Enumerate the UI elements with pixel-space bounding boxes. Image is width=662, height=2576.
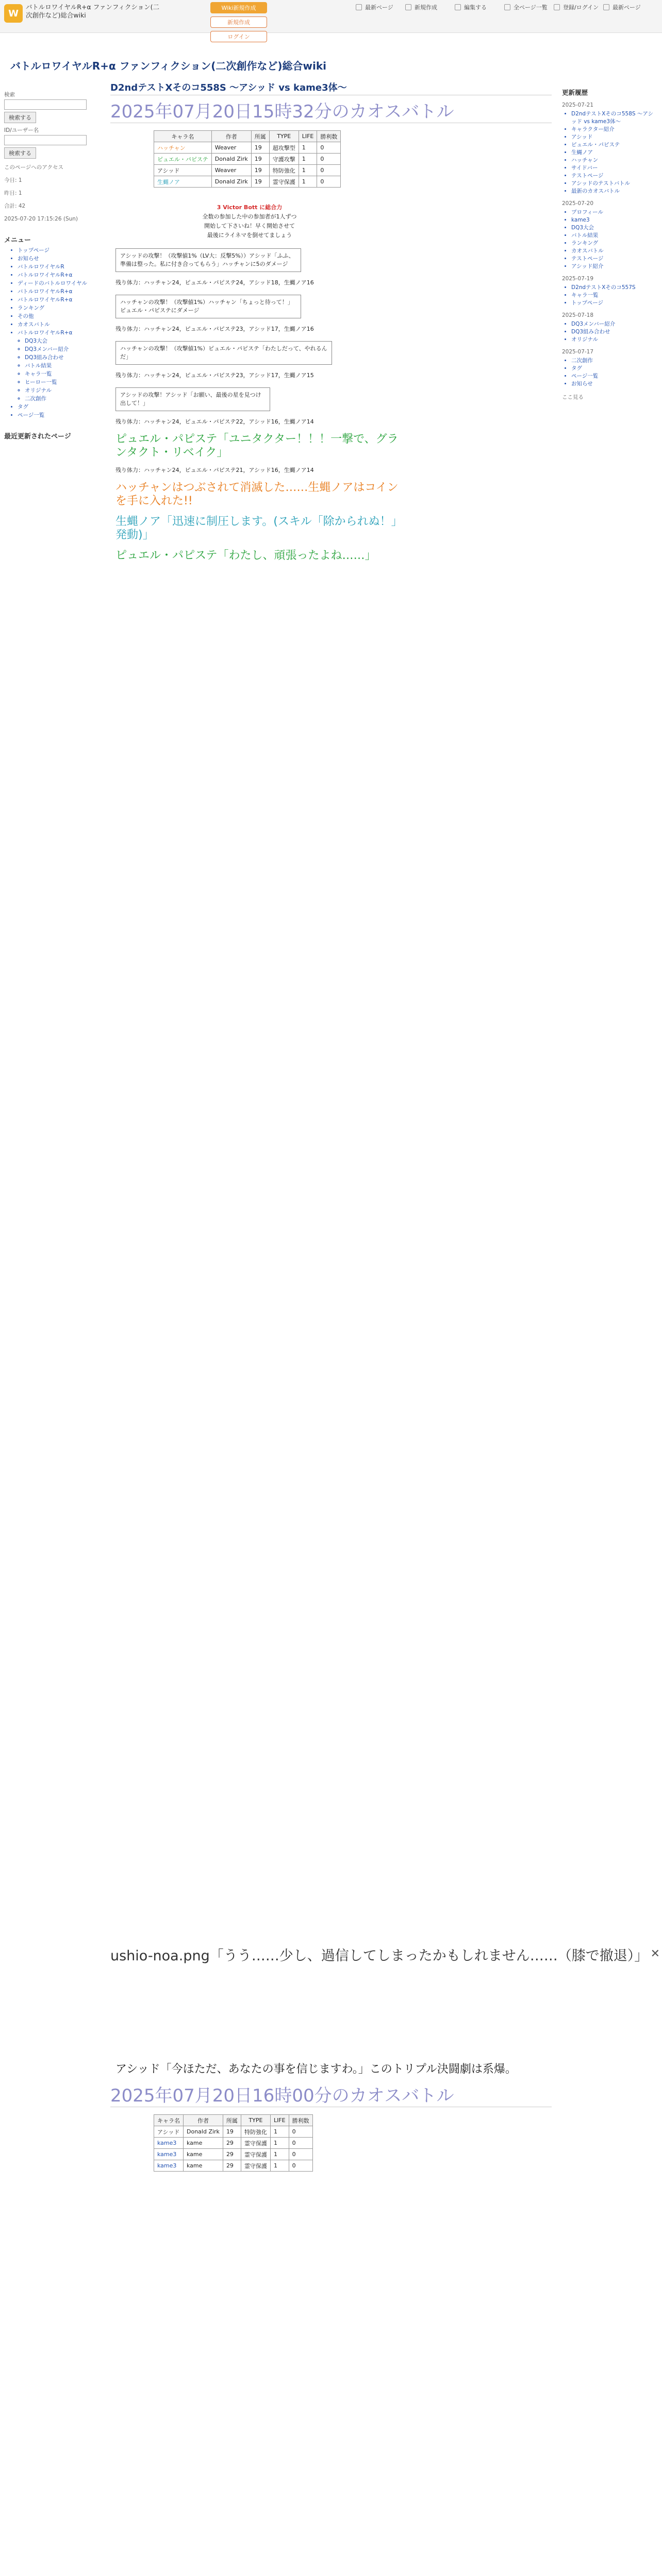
pencil-icon [455,4,461,10]
history-item[interactable]: • ハッチャン [571,157,655,164]
history-item[interactable]: • 最新のカオスバトル [571,188,655,195]
table-row: ピュエル・パピステ Donald Zirk 19 守護攻撃 1 0 [154,154,341,165]
clock-icon [356,4,362,10]
search-input[interactable] [4,99,87,110]
menu-item[interactable]: • タグ [18,403,102,411]
history-item[interactable]: • 二次創作 [571,357,655,365]
menu-subitem[interactable]: ◦ DQ3組み合わせ [25,353,102,362]
top-bar [0,0,662,40]
search-button[interactable]: 検索する [4,112,36,123]
menu-subitem[interactable]: ◦ 二次創作 [25,395,102,403]
history-item[interactable]: • DQ3組み合わせ [571,328,655,336]
menu-list [18,246,102,419]
menu-subitem[interactable]: ◦ オリジナル [25,386,102,395]
wiki-title[interactable]: バトルロワイヤルR+α ファンフィクション(二次創作など)総合wiki [10,60,327,72]
login-button[interactable]: ログイン [210,31,267,42]
sticky-text: ushio-noa.png「うう……少し、過信してしまったかもしれません……（膝で撤退）」 [110,1948,649,1964]
table-header-row: キャラ名 作者 所属 TYPE LIFE 勝利数 [154,131,341,142]
new-page-button[interactable]: 新規作成 [210,16,267,28]
history-item[interactable]: • オリジナル [571,336,655,344]
sticky-overlay [110,1947,662,2025]
history-item[interactable]: • アシッド [571,133,655,141]
more-link[interactable]: ここ見る [562,394,584,400]
event-highlight: ピュエル・パピステ「わたし、頑張ったよね……」 [115,549,376,562]
top-buttons [210,2,267,42]
menu-heading: メニュー [4,236,31,244]
intro-highlight: 3 Victor Bott に総合力 [217,204,283,211]
register-login-link[interactable]: 登録/ログイン [554,3,603,11]
hp-status-line: 残り体力：ハッチャン24，ピュエル・パピステ24，アシッド18，生蝿ノア16 [115,279,314,286]
history-item[interactable]: • プロフィール [571,209,655,216]
wiki-logo[interactable]: W [4,4,23,23]
menu-item[interactable]: • バトルロワイヤルR+α [18,329,102,337]
clock-icon [603,4,609,10]
menu-subitem[interactable]: ◦ バトル結果 [25,362,102,370]
history-date: 2025-07-17 [562,349,594,355]
user-icon [554,4,560,10]
battle-log-box: ハッチャンの攻撃！（攻撃値1%）ハッチャン「ちょっと待って！」ピュエル・パピステにダメージ [115,295,301,318]
menu-item[interactable]: • ディードのバトルロワイヤル [18,279,102,287]
menu-item[interactable]: • ページ一覧 [18,411,102,419]
history-item[interactable]: • D2ndテストXそのコ558S ～アシッド vs kame3体～ [571,110,655,126]
list-icon [504,4,510,10]
left-sidebar [4,88,102,440]
search-label: 検索 [4,92,15,98]
second-battle [110,2056,552,2172]
battle-log-box: ハッチャンの攻撃！（攻撃値1%）ピュエル・パピステ「わたしだって、やれるんだ」 [115,341,332,365]
history-item[interactable]: • アシッドのテストバトル [571,180,655,188]
event-highlight: ハッチャンはつぶされて消滅した……生蝿ノアはコインを手に入れた!! [115,481,399,507]
table-row: 生蝿ノア Donald Zirk 19 霊守保護 1 0 [154,176,341,188]
right-sidebar [562,88,655,401]
access-yesterday: 昨日: 1 [4,190,22,196]
menu-item[interactable]: • カオスバトル [18,320,102,329]
menu-subitem[interactable]: ◦ DQ3大会 [25,337,102,345]
history-date: 2025-07-19 [562,276,594,282]
page-title: D2ndテストXそのコ558S ～アシッド vs kame3体～ [110,80,552,95]
event-highlight: ピュエル・パピステ「ユニタクター！！！一撃で、グランタクト・リベイク」 [115,433,399,459]
menu-item[interactable]: • バトルロワイヤルR+α [18,296,102,304]
table-header-row: キャラ名 作者 所属 TYPE LIFE 勝利数 [154,2115,313,2126]
participant-table [154,130,341,188]
menu-item[interactable]: • バトルロワイヤルR+α [18,271,102,279]
intro-line: 全数の参加した中の参加者が1人ずつ [202,213,297,220]
close-icon[interactable]: ✕ [650,1947,660,1960]
hp-status-line: 残り体力：ハッチャン24，ピュエル・パピステ23，アシッド17，生蝿ノア15 [115,372,314,379]
table-row: アシッド Donald Zirk 19 特防強化 1 0 [154,2126,313,2138]
battle-log-box: アシッドの攻撃！（攻撃値1%（LV大：反撃5%））アシッド「ふふ、準備は整った。私に付き合ってもらう」ハッチャンに5のダメージ [115,248,301,272]
table-row: kame3 kame 29 霊守保護 1 0 [154,2160,313,2172]
hp-status-line: 残り体力：ハッチャン24，ピュエル・パピステ21，アシッド16，生蝿ノア14 [115,467,314,473]
history-item[interactable]: • DQ3メンバー紹介 [571,320,655,328]
date-display: 2025-07-20 17:15:26 (Sun) [4,216,78,222]
edit-link[interactable]: 編集する [455,3,504,11]
history-item[interactable]: • キャラクター紹介 [571,126,655,133]
history-list [571,357,655,388]
history-item[interactable]: • テストページ [571,255,655,263]
menu-item[interactable]: • お知らせ [18,255,102,263]
id-search-button[interactable]: 検索する [4,147,36,159]
history-item[interactable]: • kame3 [571,216,655,224]
battle-log-box: アシッドの攻撃！アシッド「お願い、最後の星を見つけ出して！」 [115,387,270,411]
table-row: ハッチャン Weaver 19 超攻撃型 1 0 [154,142,341,154]
all-pages-link[interactable]: 全ページ一覧 [504,3,554,11]
participant-table [154,2114,313,2172]
history-date: 2025-07-18 [562,312,594,318]
history-item[interactable]: • アシッド紹介 [571,263,655,270]
intro-line: 開始して下さいね！早く開始させて [204,223,295,229]
history-item[interactable]: • バトル結果 [571,232,655,240]
latest-pages-link[interactable]: 最新ページ [356,3,405,11]
battle-intro [110,203,389,240]
latest-pages-link-2[interactable]: 最新ページ [603,3,653,11]
battle-heading: 2025年07月20日15時32分のカオスバトル [110,97,552,123]
menu-subitem[interactable]: ◦ キャラ一覧 [25,370,102,378]
history-item[interactable]: • DQ3大会 [571,224,655,232]
menu-item[interactable]: • その他 [18,312,102,320]
history-item[interactable]: • 生蝿ノア [571,149,655,157]
intro-line: 最後にライネマを倒せてましょう [207,232,292,239]
battle-heading: 2025年07月20日16時00分のカオスバトル [110,2081,552,2107]
table-row: アシッド Weaver 19 特防強化 1 0 [154,165,341,176]
main-content [110,80,552,563]
menu-item[interactable]: • バトルロワイヤルR+α [18,287,102,296]
menu-item[interactable]: • トップページ [18,246,102,255]
access-today: 今日: 1 [4,177,22,183]
new-create-link[interactable]: 新規作成 [405,3,455,11]
table-row: kame3 kame 29 霊守保護 1 0 [154,2138,313,2149]
history-list [571,284,655,307]
menu-item[interactable]: • バトルロワイヤルR [18,263,102,271]
history-item[interactable]: • カオスバトル [571,247,655,255]
top-actions [356,3,653,11]
history-list [571,110,655,195]
new-wiki-button[interactable]: Wiki新規作成 [210,2,267,13]
history-list [571,209,655,270]
history-date: 2025-07-21 [562,102,594,108]
recent-heading: 最近更新されたページ [4,433,71,440]
history-item[interactable]: • お知らせ [571,380,655,388]
menu-subitem[interactable]: ◦ DQ3メンバー紹介 [25,345,102,353]
history-item[interactable]: • タグ [571,365,655,372]
history-item[interactable]: • ピュエル・パピステ [571,141,655,149]
menu-item[interactable]: • ランキング [18,304,102,312]
history-item[interactable]: • トップページ [571,299,655,307]
update-history-heading: 更新履歴 [562,89,588,96]
hp-status-line: 残り体力：ハッチャン24，ピュエル・パピステ22，アシッド16，生蝿ノア14 [115,418,314,425]
history-date: 2025-07-20 [562,200,594,207]
plus-icon [405,4,411,10]
table-row: kame3 kame 29 霊守保護 1 0 [154,2149,313,2160]
hp-status-line: 残り体力：ハッチャン24，ピュエル・パピステ23，アシッド17，生蝿ノア16 [115,326,314,332]
history-list [571,320,655,344]
history-item[interactable]: • ランキング [571,240,655,247]
history-item[interactable]: • テストページ [571,172,655,180]
id-input[interactable] [4,135,87,145]
id-label: ID/ユーザー名 [4,127,39,133]
event-highlight: 生蝿ノア「迅速に制圧します。(スキル「除かられぬ！」発動)」 [115,515,403,541]
menu-subitem[interactable]: ◦ ヒーロー一覧 [25,378,102,386]
access-heading: このページへのアクセス [4,164,63,171]
history-item[interactable]: • ページ一覧 [571,372,655,380]
history-item[interactable]: • サイドバー [571,164,655,172]
history-item[interactable]: • キャラ一覧 [571,292,655,299]
access-total: 合計: 42 [4,203,26,209]
event-highlight: アシッド「今ほただ、あなたの事を信じますわ。」このトリプル決闘劇は系爆。 [115,2063,517,2076]
history-item[interactable]: • D2ndテストXそのコ557S [571,284,655,292]
site-title[interactable]: バトルロワイヤルR+α ファンフィクション(二次創作など)総合wiki [26,3,159,19]
